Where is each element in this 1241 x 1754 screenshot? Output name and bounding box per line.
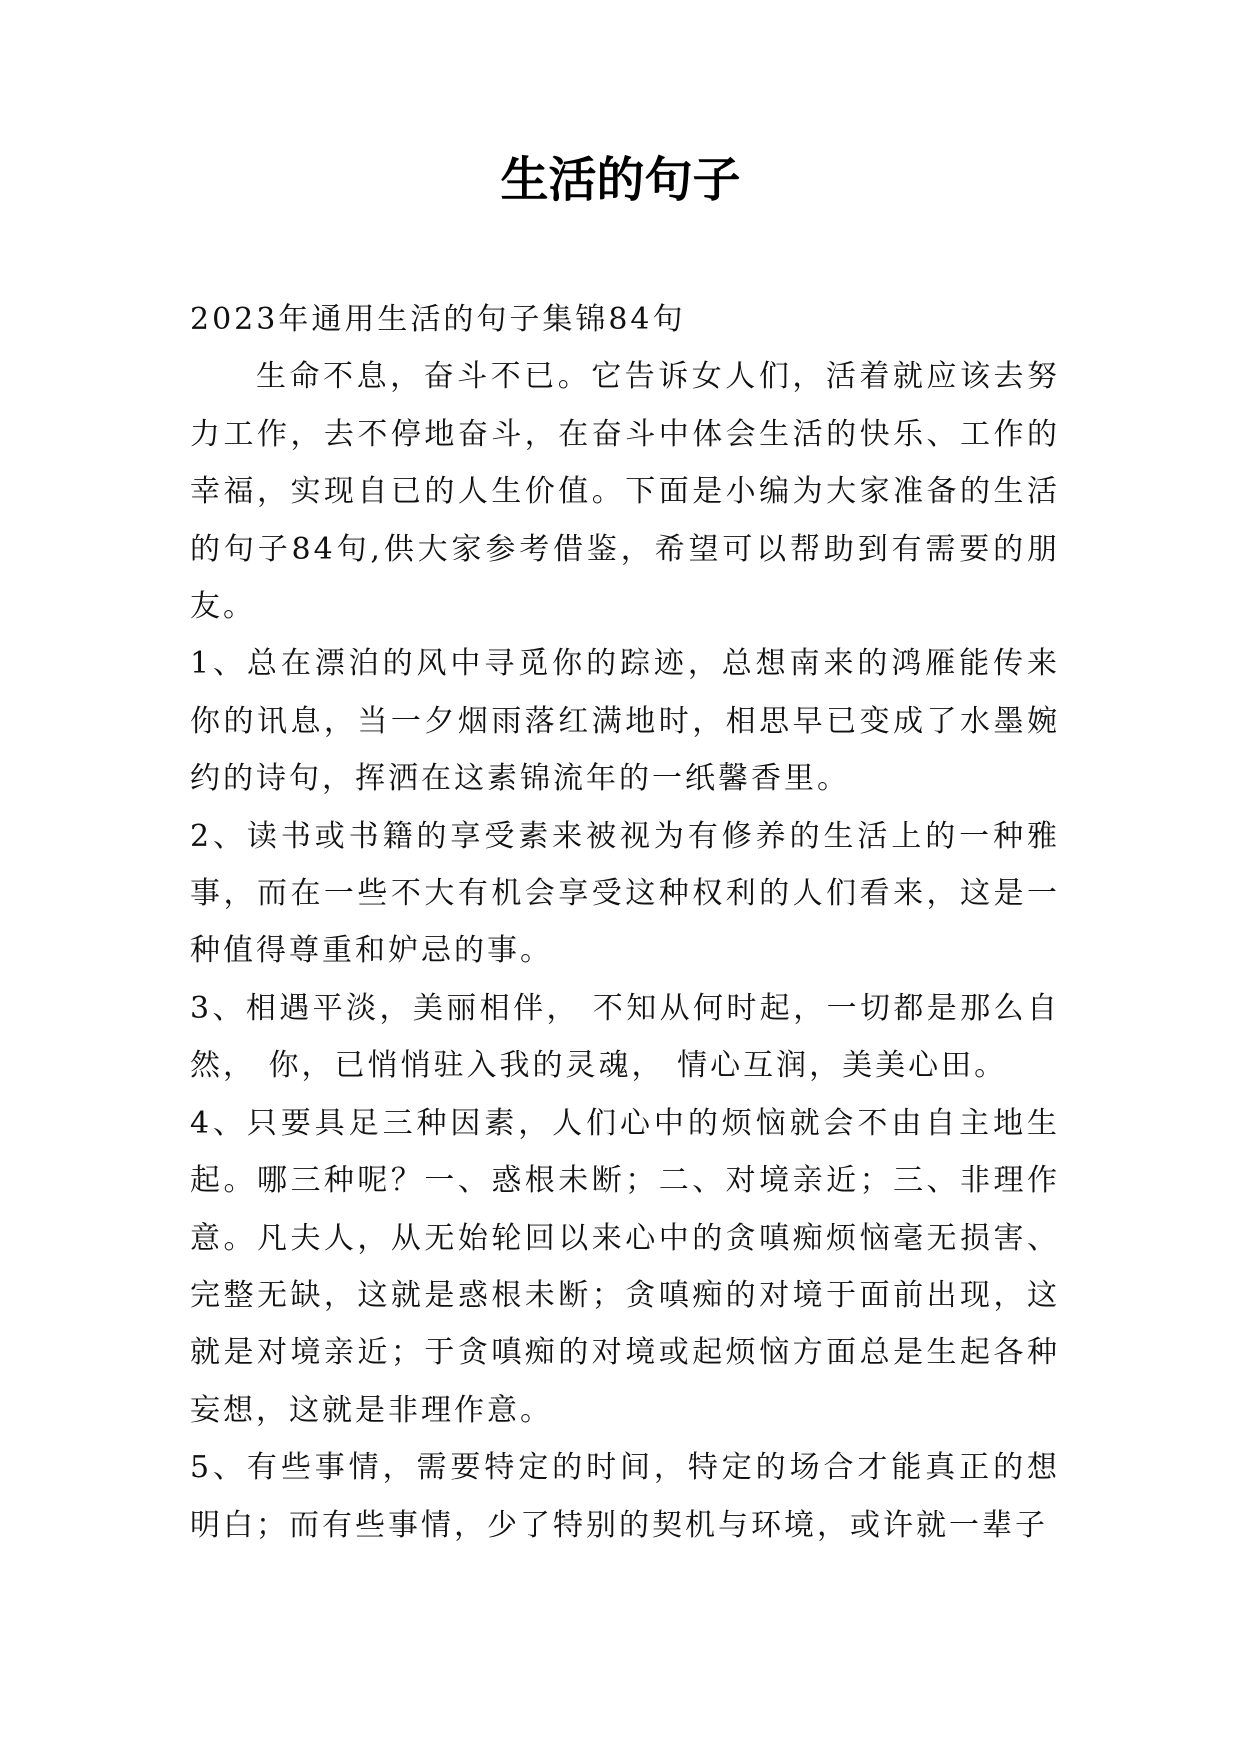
document-title: 生活的句子 xyxy=(500,152,741,208)
document-subtitle: 2023年通用生活的句子集锦84句 xyxy=(190,302,686,337)
list-item: 3、相遇平淡，美丽相伴， 不知从何时起，一切都是那么自然， 你，已悄悄驻入我的灵魂， 情心互润，美美心田。 xyxy=(190,990,1060,1084)
list-item: 5、有些事情，需要特定的时间，特定的场合才能真正的想明白；而有些事情，少了特别的契机与环境，或许就一辈子 xyxy=(190,1450,1060,1543)
document-body xyxy=(190,291,1060,1554)
list-item: 4、只要具足三种因素，人们心中的烦恼就会不由自主地生起。哪三种呢？一、惑根未断；二、对境亲近；三、非理作意。凡夫人，从无始轮回以来心中的贪嗔痴烦恼毫无损害、完整无缺，这就是惑根未断；贪嗔痴的对境于面前出现，这就是对境亲近；于贪嗔痴的对境或起烦恼方面总是生起各种妄想，这就是非理作意。 xyxy=(190,1105,1060,1428)
list-item: 1、总在漂泊的风中寻觅你的踪迹，总想南来的鸿雁能传来你的讯息，当一夕烟雨落红满地时，相思早已变成了水墨婉约的诗句，挥洒在这素锦流年的一纸馨香里。 xyxy=(190,646,1060,797)
intro-paragraph: 生命不息，奋斗不已。它告诉女人们，活着就应该去努力工作，去不停地奋斗，在奋斗中体会生活的快乐、工作的幸福，实现自已的人生价值。下面是小编为大家准备的生活的句子84句,供大家参考借鉴，希望可以帮助到有需要的朋友。 xyxy=(190,359,1060,625)
list-item: 2、读书或书籍的享受素来被视为有修养的生活上的一种雅事，而在一些不大有机会享受这种权利的人们看来，这是一种值得尊重和妒忌的事。 xyxy=(190,818,1060,969)
